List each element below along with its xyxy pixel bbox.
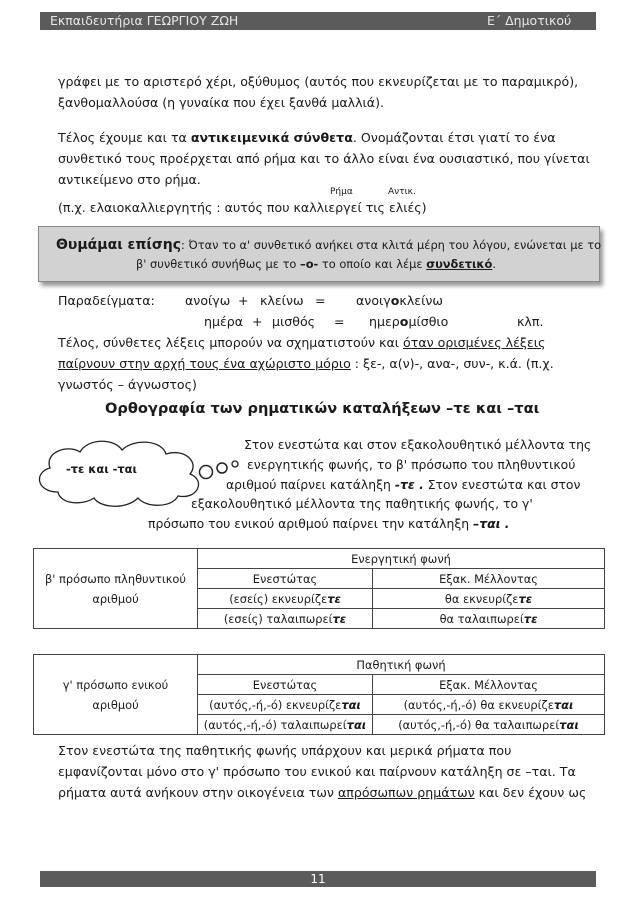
- text: μίσθιο: [408, 314, 449, 329]
- connector-o: ο: [390, 293, 400, 308]
- passive-col-future: Εξακ. Μέλλοντας: [373, 675, 605, 695]
- ex1-word2: κλείνω: [260, 293, 304, 308]
- table-cell-empty: [34, 549, 198, 569]
- reminder-box: [38, 226, 600, 282]
- ex1-plus: +: [238, 293, 249, 308]
- table-cell: [373, 609, 605, 629]
- ending-tai: –ται .: [473, 516, 510, 531]
- label-antik: Αντικ.: [388, 187, 416, 197]
- para2-line3: αντικείμενο στο ρήμα.: [58, 172, 201, 187]
- page-footer: [40, 871, 596, 887]
- para2-line4: (π.χ. ελαιοκαλλιεργητής : αυτός που καλλιεργεί τις ελιές): [58, 200, 427, 215]
- para3-line3: γνωστός – άγνωστος): [58, 377, 197, 392]
- text: Τέλος, σύνθετες λέξεις μπορούν να σχηματιστούν και: [58, 335, 404, 350]
- table-cell-empty: [34, 715, 198, 735]
- passive-row-label-1: γ' πρόσωπο ενικού: [34, 675, 198, 695]
- ending-tai: ται: [559, 717, 579, 732]
- reminder-title: Θυμάμαι επίσης: [56, 237, 182, 253]
- para4-line1: Στον ενεστώτα της παθητικής φωνής υπάρχουν και μερικά ρήματα που: [58, 743, 512, 758]
- underlined-text: όταν ορισμένες λέξεις: [403, 335, 546, 350]
- text: θα εκνευρίζε: [444, 591, 519, 606]
- active-col-present: Ενεστώτας: [198, 569, 373, 589]
- active-row-label-2: αριθμού: [34, 589, 198, 609]
- term-syndetiko: συνδετικό: [426, 257, 493, 271]
- para4-line3: [58, 782, 586, 803]
- text: (αυτός,-ή,-ό) ταλαιπωρεί: [203, 717, 347, 732]
- ex2-plus: +: [252, 314, 263, 329]
- table-cell: [198, 715, 373, 735]
- text: (εσείς) ταλαιπωρεί: [223, 611, 333, 626]
- header-school: Εκπαιδευτήρια ΓΕΩΡΓΙΟΥ ΖΩΗ: [50, 13, 239, 28]
- para2-line2: συνθετικό τους προέρχεται από ρήμα και το άλλο είναι ένα ουσιαστικό, που γίνεται: [58, 151, 590, 166]
- ex1-result: [356, 290, 443, 311]
- table-cell: [198, 695, 373, 715]
- passive-table-title: Παθητική φωνή: [198, 655, 605, 675]
- ending-tai: ται: [346, 717, 367, 732]
- section-title: Ορθογραφία των ρηματικών καταλήξεων –τε και –ται: [105, 400, 540, 417]
- active-voice-table: [33, 548, 605, 629]
- text: θα ταλαιπωρεί: [439, 611, 524, 626]
- text: Τέλος έχουμε και τα: [58, 130, 191, 145]
- page-number: 11: [310, 872, 326, 886]
- connector-o: ο: [399, 314, 409, 329]
- rule-line4: εξακολουθητικό μέλλοντα της παθητικής φωνής, το γ': [191, 496, 533, 511]
- active-col-future: Εξακ. Μέλλοντας: [373, 569, 605, 589]
- text: (αυτός,-ή,-ό) εκνευρίζε: [209, 697, 342, 712]
- text: ανοιγ: [356, 293, 391, 308]
- para1-line2: ξανθομαλλούσα (η γυναίκα που έχει ξανθά μαλλιά).: [58, 95, 385, 110]
- para4-line2: εμφανίζονται μόνο στο γ' πρόσωπο του ενικού και παίρνουν κατάληξη σε –ται. Τα: [58, 764, 576, 779]
- passive-row-label-2: αριθμού: [34, 695, 198, 715]
- ending-tai: ται: [553, 697, 574, 712]
- rule-line1: Στον ενεστώτα και στον εξακολουθητικό μέλλοντα της: [244, 437, 592, 452]
- text: : ξε-, α(ν)-, ανα-, συν-, κ.ά. (π.χ.: [350, 356, 554, 371]
- text: ρήματα αυτά ανήκουν στην οικογένεια των: [58, 785, 338, 800]
- para1-line1: γράφει με το αριστερό χέρι, οξύθυμος (αυτός που εκνευρίζεται με το παραμικρό),: [58, 74, 579, 89]
- connector-o: –ο-: [300, 257, 319, 271]
- ex2-result: [369, 311, 448, 332]
- text: (εσείς) εκνευρίζε: [229, 591, 328, 606]
- ending-tai: ται: [341, 697, 361, 712]
- para3-line2: [58, 353, 554, 374]
- underlined-text: απρόσωπων ρημάτων: [337, 785, 475, 800]
- text: πρόσωπο του ενικού αριθμού παίρνει την κατάληξη: [148, 516, 474, 531]
- table-cell: [373, 715, 605, 735]
- table-cell: [373, 589, 605, 609]
- text: :: [181, 238, 185, 252]
- passive-col-present: Ενεστώτας: [198, 675, 373, 695]
- reminder-line1: [56, 237, 601, 253]
- table-cell-empty: [34, 609, 198, 629]
- ending-te: τε: [332, 611, 347, 626]
- active-table-title: Ενεργητική φωνή: [198, 549, 605, 569]
- text: (αυτός,-ή,-ό) θα ταλαιπωρεί: [398, 717, 560, 732]
- table-cell: [198, 609, 373, 629]
- text: . Ονομάζονται έτσι γιατί το ένα: [352, 130, 556, 145]
- underlined-text: παίρνουν στην αρχή τους ένα αχώριστο μόριο: [58, 356, 351, 371]
- para3-line1: [58, 332, 545, 353]
- examples-etc: κλπ.: [517, 314, 544, 329]
- ex2-equals: =: [334, 314, 345, 329]
- ex1-equals: =: [315, 293, 326, 308]
- ending-te: τε: [518, 591, 533, 606]
- text: Όταν το α' συνθετικό ανήκει στα κλιτά μέρη του λόγου, ενώνεται με το: [184, 238, 602, 252]
- table-cell: [373, 695, 605, 715]
- text: (αυτός,-ή,-ό) θα εκνευρίζε: [403, 697, 554, 712]
- active-row-label-1: β' πρόσωπο πληθυντικού: [34, 569, 198, 589]
- text: β' συνθετικό συνήθως με το: [136, 257, 301, 271]
- rule-line2: ενεργητικής φωνής, το β' πρόσωπο του πληθυντικού: [247, 457, 576, 472]
- para2-line1: [58, 127, 556, 148]
- text: Στον ενεστώτα και στον: [423, 477, 581, 492]
- text: και δεν έχουν ως: [474, 785, 587, 800]
- cloud-label: -τε και -ται: [66, 462, 137, 476]
- ex2-word1: ημέρα: [204, 314, 244, 329]
- text: κλείνω: [399, 293, 443, 308]
- text: αριθμού παίρνει κατάληξη: [226, 477, 395, 492]
- header-grade: Ε΄ Δημοτικού: [487, 13, 572, 28]
- text: ημερ: [369, 314, 400, 329]
- passive-voice-table: [33, 654, 605, 735]
- ending-te: -τε .: [394, 477, 424, 492]
- term-antikeimenika: αντικειμενικά σύνθετα: [190, 130, 353, 145]
- page-header: [40, 12, 596, 30]
- ending-te: τε: [523, 611, 538, 626]
- table-cell: [198, 589, 373, 609]
- ex2-word2: μισθός: [272, 314, 316, 329]
- text: το οποίο και λέμε: [318, 257, 427, 271]
- reminder-line2: [136, 257, 496, 271]
- examples-label: Παραδείγματα:: [58, 293, 155, 308]
- ending-te: τε: [327, 591, 341, 606]
- ex1-word1: ανοίγω: [185, 293, 231, 308]
- label-rima: Ρήμα: [330, 187, 353, 197]
- text: .: [492, 257, 496, 271]
- table-cell-empty: [34, 655, 198, 675]
- rule-line5: [148, 516, 510, 531]
- rule-line3: [226, 477, 580, 492]
